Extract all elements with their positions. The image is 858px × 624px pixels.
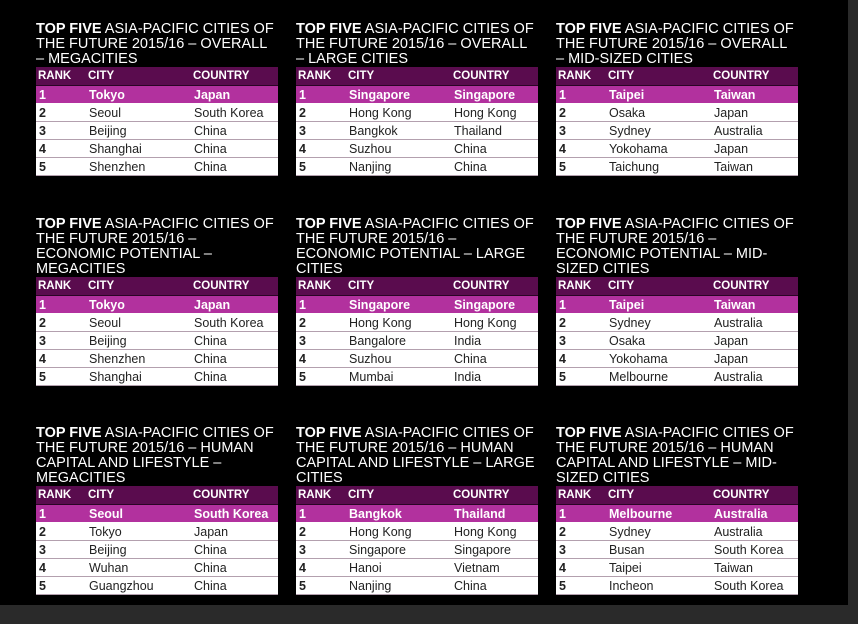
table-header-row	[36, 67, 278, 86]
table-row	[36, 541, 278, 559]
panel-title: TOP FIVE ASIA-PACIFIC CITIES OF THE FUTURE 2015/16 – OVERALL – LARGE CITIES	[296, 21, 534, 67]
country-cell: China	[451, 350, 538, 368]
rank-cell: 5	[296, 158, 346, 176]
rank-cell: 3	[556, 332, 606, 350]
rank-cell: 5	[556, 368, 606, 386]
city-cell: Osaka	[606, 104, 711, 122]
table-row	[556, 559, 798, 577]
column-header-country: COUNTRY	[191, 277, 278, 296]
rank-cell: 1	[296, 505, 346, 523]
city-cell: Seoul	[86, 505, 191, 523]
rank-cell: 1	[36, 505, 86, 523]
table-row	[296, 158, 538, 176]
city-cell: Taipei	[606, 296, 711, 314]
country-cell: Japan	[711, 140, 798, 158]
table-header-row	[296, 486, 538, 505]
table-header-row	[36, 486, 278, 505]
column-header-city: CITY	[346, 277, 451, 296]
rank-cell: 4	[296, 140, 346, 158]
city-cell: Hanoi	[346, 559, 451, 577]
column-header-rank: RANK	[36, 67, 86, 86]
table-row	[296, 86, 538, 104]
ranking-table	[36, 486, 278, 595]
table-row	[36, 350, 278, 368]
column-header-city: CITY	[606, 486, 711, 505]
column-header-country: COUNTRY	[191, 486, 278, 505]
table-row	[296, 505, 538, 523]
country-cell: Taiwan	[711, 559, 798, 577]
city-cell: Nanjing	[346, 577, 451, 595]
rank-cell: 5	[296, 368, 346, 386]
rank-cell: 1	[296, 296, 346, 314]
ranking-table	[296, 486, 538, 595]
country-cell: Australia	[711, 523, 798, 541]
city-cell: Shenzhen	[86, 158, 191, 176]
country-cell: Taiwan	[711, 296, 798, 314]
country-cell: China	[451, 158, 538, 176]
ranking-table	[36, 67, 278, 176]
rank-cell: 3	[36, 541, 86, 559]
city-cell: Beijing	[86, 541, 191, 559]
table-row	[556, 314, 798, 332]
city-cell: Hong Kong	[346, 314, 451, 332]
country-cell: China	[191, 577, 278, 595]
table-row	[296, 296, 538, 314]
rank-cell: 2	[36, 523, 86, 541]
country-cell: South Korea	[711, 541, 798, 559]
table-row	[36, 559, 278, 577]
panel-title: TOP FIVE ASIA-PACIFIC CITIES OF THE FUTURE 2015/16 – HUMAN CAPITAL AND LIFESTYLE – MEGACITIES	[36, 425, 274, 486]
column-header-rank: RANK	[296, 277, 346, 296]
city-cell: Taichung	[606, 158, 711, 176]
country-cell: Hong Kong	[451, 523, 538, 541]
rank-cell: 2	[296, 314, 346, 332]
city-cell: Tokyo	[86, 296, 191, 314]
column-header-rank: RANK	[556, 277, 606, 296]
city-cell: Guangzhou	[86, 577, 191, 595]
horizontal-scrollbar-track[interactable]	[0, 605, 848, 624]
table-row	[556, 523, 798, 541]
rank-cell: 4	[556, 140, 606, 158]
city-cell: Taipei	[606, 559, 711, 577]
table-row	[556, 140, 798, 158]
table-row	[36, 122, 278, 140]
rank-cell: 4	[556, 559, 606, 577]
city-cell: Tokyo	[86, 86, 191, 104]
country-cell: Singapore	[451, 296, 538, 314]
city-cell: Yokohama	[606, 350, 711, 368]
country-cell: China	[451, 140, 538, 158]
country-cell: China	[191, 350, 278, 368]
rank-cell: 5	[36, 158, 86, 176]
city-cell: Busan	[606, 541, 711, 559]
table-header-row	[556, 486, 798, 505]
country-cell: Japan	[711, 332, 798, 350]
rank-cell: 2	[556, 523, 606, 541]
rank-cell: 3	[296, 122, 346, 140]
country-cell: China	[191, 332, 278, 350]
column-header-rank: RANK	[556, 67, 606, 86]
rank-cell: 1	[36, 296, 86, 314]
city-cell: Shenzhen	[86, 350, 191, 368]
column-header-country: COUNTRY	[191, 67, 278, 86]
table-row	[296, 332, 538, 350]
rank-cell: 1	[36, 86, 86, 104]
country-cell: China	[191, 122, 278, 140]
table-row	[296, 350, 538, 368]
rank-cell: 1	[556, 86, 606, 104]
rank-cell: 5	[36, 577, 86, 595]
country-cell: South Korea	[711, 577, 798, 595]
column-header-country: COUNTRY	[711, 67, 798, 86]
table-row	[36, 577, 278, 595]
country-cell: Japan	[191, 86, 278, 104]
country-cell: Japan	[191, 296, 278, 314]
rank-cell: 3	[556, 541, 606, 559]
ranking-panel-human-capital-large-cities	[296, 426, 538, 595]
panel-title: TOP FIVE ASIA-PACIFIC CITIES OF THE FUTURE 2015/16 – OVERALL – MID-SIZED CITIES	[556, 21, 794, 67]
rank-cell: 3	[36, 122, 86, 140]
table-row	[36, 505, 278, 523]
rank-cell: 3	[296, 332, 346, 350]
country-cell: Australia	[711, 505, 798, 523]
panel-title: TOP FIVE ASIA-PACIFIC CITIES OF THE FUTURE 2015/16 – ECONOMIC POTENTIAL – MEGACITIES	[36, 216, 274, 277]
panel-title: TOP FIVE ASIA-PACIFIC CITIES OF THE FUTURE 2015/16 – HUMAN CAPITAL AND LIFESTYLE – LARGE CITIES	[296, 425, 535, 486]
city-cell: Incheon	[606, 577, 711, 595]
city-cell: Seoul	[86, 314, 191, 332]
rank-cell: 5	[36, 368, 86, 386]
city-cell: Sydney	[606, 523, 711, 541]
column-header-city: CITY	[86, 277, 191, 296]
table-row	[296, 577, 538, 595]
city-cell: Beijing	[86, 332, 191, 350]
country-cell: Australia	[711, 314, 798, 332]
column-header-rank: RANK	[556, 486, 606, 505]
country-cell: Japan	[191, 523, 278, 541]
city-cell: Shanghai	[86, 140, 191, 158]
rank-cell: 3	[296, 541, 346, 559]
city-cell: Beijing	[86, 122, 191, 140]
city-cell: Hong Kong	[346, 523, 451, 541]
rank-cell: 4	[556, 350, 606, 368]
rank-cell: 4	[36, 350, 86, 368]
column-header-city: CITY	[346, 486, 451, 505]
table-row	[36, 523, 278, 541]
panel-title: TOP FIVE ASIA-PACIFIC CITIES OF THE FUTURE 2015/16 – HUMAN CAPITAL AND LIFESTYLE – MID-SIZED CITIES	[556, 425, 794, 486]
column-header-country: COUNTRY	[451, 486, 538, 505]
table-row	[296, 122, 538, 140]
city-cell: Hong Kong	[346, 104, 451, 122]
country-cell: Hong Kong	[451, 104, 538, 122]
table-row	[296, 314, 538, 332]
country-cell: Singapore	[451, 541, 538, 559]
rank-cell: 4	[296, 350, 346, 368]
column-header-rank: RANK	[296, 67, 346, 86]
scrollbar-track[interactable]	[848, 0, 858, 624]
rank-cell: 4	[36, 559, 86, 577]
column-header-city: CITY	[86, 67, 191, 86]
city-cell: Suzhou	[346, 140, 451, 158]
column-header-country: COUNTRY	[711, 486, 798, 505]
city-cell: Tokyo	[86, 523, 191, 541]
rank-cell: 5	[296, 577, 346, 595]
country-cell: India	[451, 332, 538, 350]
country-cell: South Korea	[191, 314, 278, 332]
rank-cell: 4	[296, 559, 346, 577]
rank-cell: 4	[36, 140, 86, 158]
rank-cell: 3	[556, 122, 606, 140]
table-header-row	[556, 67, 798, 86]
country-cell: South Korea	[191, 104, 278, 122]
table-row	[36, 332, 278, 350]
table-header-row	[296, 67, 538, 86]
rank-cell: 2	[36, 314, 86, 332]
city-cell: Sydney	[606, 314, 711, 332]
ranking-table	[296, 67, 538, 176]
table-row	[296, 523, 538, 541]
ranking-panel-human-capital-mid-sized-cities	[556, 426, 798, 595]
ranking-panel-overall-mid-sized-cities	[556, 22, 798, 176]
table-row	[36, 104, 278, 122]
column-header-rank: RANK	[296, 486, 346, 505]
ranking-table	[556, 67, 798, 176]
country-cell: Japan	[711, 104, 798, 122]
country-cell: China	[191, 541, 278, 559]
ranking-panel-economic-large-cities	[296, 217, 538, 386]
rank-cell: 2	[296, 104, 346, 122]
table-row	[556, 158, 798, 176]
table-row	[556, 332, 798, 350]
city-cell: Wuhan	[86, 559, 191, 577]
city-cell: Yokohama	[606, 140, 711, 158]
city-cell: Melbourne	[606, 368, 711, 386]
table-row	[296, 104, 538, 122]
column-header-rank: RANK	[36, 486, 86, 505]
city-cell: Suzhou	[346, 350, 451, 368]
city-cell: Bangkok	[346, 505, 451, 523]
column-header-city: CITY	[346, 67, 451, 86]
city-cell: Nanjing	[346, 158, 451, 176]
country-cell: China	[191, 559, 278, 577]
country-cell: Hong Kong	[451, 314, 538, 332]
rank-cell: 2	[296, 523, 346, 541]
country-cell: Thailand	[451, 122, 538, 140]
table-row	[556, 577, 798, 595]
table-row	[36, 314, 278, 332]
column-header-city: CITY	[606, 277, 711, 296]
city-cell: Singapore	[346, 296, 451, 314]
table-row	[556, 541, 798, 559]
city-cell: Singapore	[346, 541, 451, 559]
column-header-city: CITY	[606, 67, 711, 86]
ranking-table	[556, 486, 798, 595]
table-row	[556, 350, 798, 368]
country-cell: Japan	[711, 350, 798, 368]
table-row	[296, 140, 538, 158]
table-row	[556, 505, 798, 523]
column-header-country: COUNTRY	[711, 277, 798, 296]
country-cell: Australia	[711, 122, 798, 140]
country-cell: Taiwan	[711, 86, 798, 104]
table-header-row	[296, 277, 538, 296]
country-cell: Thailand	[451, 505, 538, 523]
panel-title: TOP FIVE ASIA-PACIFIC CITIES OF THE FUTURE 2015/16 – OVERALL – MEGACITIES	[36, 21, 274, 67]
country-cell: Singapore	[451, 86, 538, 104]
table-row	[296, 541, 538, 559]
country-cell: China	[191, 368, 278, 386]
city-cell: Bangalore	[346, 332, 451, 350]
table-row	[36, 296, 278, 314]
table-row	[296, 559, 538, 577]
city-cell: Seoul	[86, 104, 191, 122]
rank-cell: 2	[556, 314, 606, 332]
table-header-row	[36, 277, 278, 296]
country-cell: Vietnam	[451, 559, 538, 577]
ranking-table	[36, 277, 278, 386]
city-cell: Bangkok	[346, 122, 451, 140]
country-cell: Australia	[711, 368, 798, 386]
table-row	[556, 122, 798, 140]
table-row	[556, 296, 798, 314]
city-cell: Sydney	[606, 122, 711, 140]
column-header-city: CITY	[86, 486, 191, 505]
table-row	[36, 140, 278, 158]
city-cell: Singapore	[346, 86, 451, 104]
rank-cell: 1	[556, 505, 606, 523]
country-cell: Taiwan	[711, 158, 798, 176]
rank-cell: 5	[556, 577, 606, 595]
country-cell: China	[191, 158, 278, 176]
table-row	[556, 86, 798, 104]
city-cell: Taipei	[606, 86, 711, 104]
column-header-country: COUNTRY	[451, 277, 538, 296]
table-header-row	[556, 277, 798, 296]
city-cell: Osaka	[606, 332, 711, 350]
city-cell: Melbourne	[606, 505, 711, 523]
rank-cell: 1	[556, 296, 606, 314]
ranking-table	[556, 277, 798, 386]
rank-cell: 2	[556, 104, 606, 122]
ranking-table	[296, 277, 538, 386]
panel-title: TOP FIVE ASIA-PACIFIC CITIES OF THE FUTURE 2015/16 – ECONOMIC POTENTIAL – LARGE CITIES	[296, 216, 534, 277]
ranking-panel-human-capital-megacities	[36, 426, 278, 595]
ranking-panel-overall-megacities	[36, 22, 278, 176]
ranking-panel-economic-megacities	[36, 217, 278, 386]
table-row	[36, 86, 278, 104]
country-cell: China	[191, 140, 278, 158]
table-row	[556, 368, 798, 386]
ranking-panel-economic-mid-sized-cities	[556, 217, 798, 386]
column-header-rank: RANK	[36, 277, 86, 296]
country-cell: China	[451, 577, 538, 595]
rank-cell: 5	[556, 158, 606, 176]
country-cell: India	[451, 368, 538, 386]
panel-title: TOP FIVE ASIA-PACIFIC CITIES OF THE FUTURE 2015/16 – ECONOMIC POTENTIAL – MID-SIZED CITIES	[556, 216, 794, 277]
table-row	[36, 158, 278, 176]
table-row	[296, 368, 538, 386]
table-row	[36, 368, 278, 386]
city-cell: Shanghai	[86, 368, 191, 386]
rank-cell: 2	[36, 104, 86, 122]
table-row	[556, 104, 798, 122]
country-cell: South Korea	[191, 505, 278, 523]
rank-cell: 3	[36, 332, 86, 350]
rank-cell: 1	[296, 86, 346, 104]
city-cell: Mumbai	[346, 368, 451, 386]
column-header-country: COUNTRY	[451, 67, 538, 86]
ranking-panel-overall-large-cities	[296, 22, 538, 176]
